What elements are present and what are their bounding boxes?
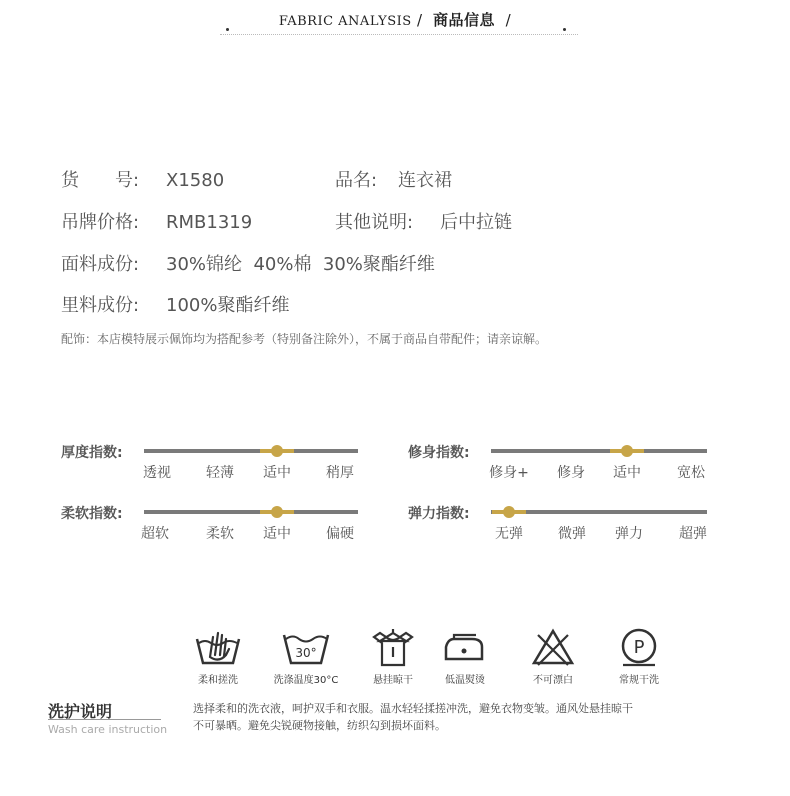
elasticity-tick-label: 微弹: [558, 526, 586, 542]
elasticity-indicator: [503, 506, 515, 518]
accessory-note: 配饰：本店模特展示佩饰均为搭配参考（特别备注除外），不属于商品自带配件；请亲谅解。: [61, 332, 548, 346]
thickness-tick-label: 适中: [263, 465, 291, 481]
fit-tick-label: 适中: [613, 465, 641, 481]
softness-tick-label: 超软: [141, 526, 169, 542]
header-dot-left: [226, 28, 229, 31]
header-dot-right: [563, 28, 566, 31]
elasticity-tick-label: 弹力: [615, 526, 643, 542]
svg-text:30°: 30°: [295, 646, 317, 660]
fit-tick-label: 宽松: [677, 465, 705, 481]
elasticity-tick-label: 无弹: [495, 526, 523, 542]
fit-indicator: [621, 445, 633, 457]
other-note-row: [335, 208, 512, 234]
elasticity-tick-label: 超弹: [679, 526, 707, 542]
wash-care-line-2: 不可暴晒。避免尖锐硬物接触，纺织勾到损坏面料。: [193, 719, 446, 732]
item-number-value: X1580: [166, 170, 225, 191]
fabric-value: 30%锦纶 40%棉 30%聚酯纤维: [166, 254, 435, 275]
fit-track: [491, 449, 707, 453]
thickness-tick-label: 透视: [143, 465, 171, 481]
wash-care-line-1: 选择柔和的洗衣液，呵护双手和衣服。温水轻轻揉搓冲洗，避免衣物变皱。通风处悬挂晾干: [193, 702, 633, 715]
item-number-row: [61, 166, 224, 192]
other-note-value: 后中拉链: [440, 212, 512, 233]
thickness-track: [144, 449, 358, 453]
price-label: 吊牌价格:: [61, 212, 140, 233]
header-title-cn: 商品信息: [433, 11, 496, 29]
thickness-label: 厚度指数:: [61, 445, 123, 461]
header-separator: /: [416, 11, 423, 29]
care-label-dry-clean: 常规干洗: [619, 675, 659, 686]
svg-text:P: P: [633, 637, 645, 658]
softness-indicator: [271, 506, 283, 518]
wash-care-divider: [48, 719, 161, 720]
thickness-indicator: [271, 445, 283, 457]
other-note-label: 其他说明:: [335, 212, 414, 233]
fit-tick-label: 修身+: [489, 465, 529, 481]
softness-tick-label: 适中: [263, 526, 291, 542]
price-value: RMB1319: [166, 212, 253, 233]
section-header: [0, 9, 790, 30]
care-label-wash-30: 洗涤温度30°C: [273, 675, 339, 686]
fabric-label: 面料成份:: [61, 254, 140, 275]
softness-label: 柔软指数:: [61, 506, 123, 522]
header-title-en: FABRIC ANALYSIS: [278, 14, 412, 29]
softness-tick-label: 柔软: [206, 526, 234, 542]
fit-tick-label: 修身: [557, 465, 585, 481]
elasticity-label: 弹力指数:: [408, 506, 470, 522]
fit-label: 修身指数:: [408, 445, 470, 461]
product-name-value: 连衣裙: [398, 170, 452, 191]
header-divider: [220, 34, 578, 35]
lining-label: 里料成份:: [61, 295, 140, 316]
thickness-tick-label: 稍厚: [326, 465, 354, 481]
hang-dry-icon: [368, 627, 418, 667]
softness-track: [144, 510, 358, 514]
softness-tick-label: 偏硬: [326, 526, 354, 542]
no-bleach-icon: [528, 627, 578, 667]
product-name-row: [335, 166, 452, 192]
product-name-label: 品名:: [335, 170, 378, 191]
thickness-tick-label: 轻薄: [206, 465, 234, 481]
item-number-label: 货 号:: [61, 170, 140, 191]
wash-30-icon: [281, 627, 331, 667]
care-label-low-iron: 低温熨烫: [445, 675, 485, 686]
care-label-hand-wash: 柔和搓洗: [198, 675, 238, 686]
care-label-hang-dry: 悬挂晾干: [373, 675, 413, 686]
lining-value: 100%聚酯纤维: [166, 295, 290, 316]
price-row: [61, 208, 252, 234]
lining-row: [61, 291, 289, 317]
fabric-row: [61, 250, 435, 276]
wash-care-subtitle: Wash care instruction: [48, 723, 168, 736]
care-label-no-bleach: 不可漂白: [533, 675, 573, 686]
header-separator: /: [505, 11, 512, 29]
low-iron-icon: [440, 627, 490, 667]
dry-clean-icon: [614, 627, 664, 667]
wash-care-title: 洗护说明: [48, 702, 113, 721]
hand-wash-icon: [193, 627, 243, 667]
wash-care-text: [193, 700, 693, 734]
